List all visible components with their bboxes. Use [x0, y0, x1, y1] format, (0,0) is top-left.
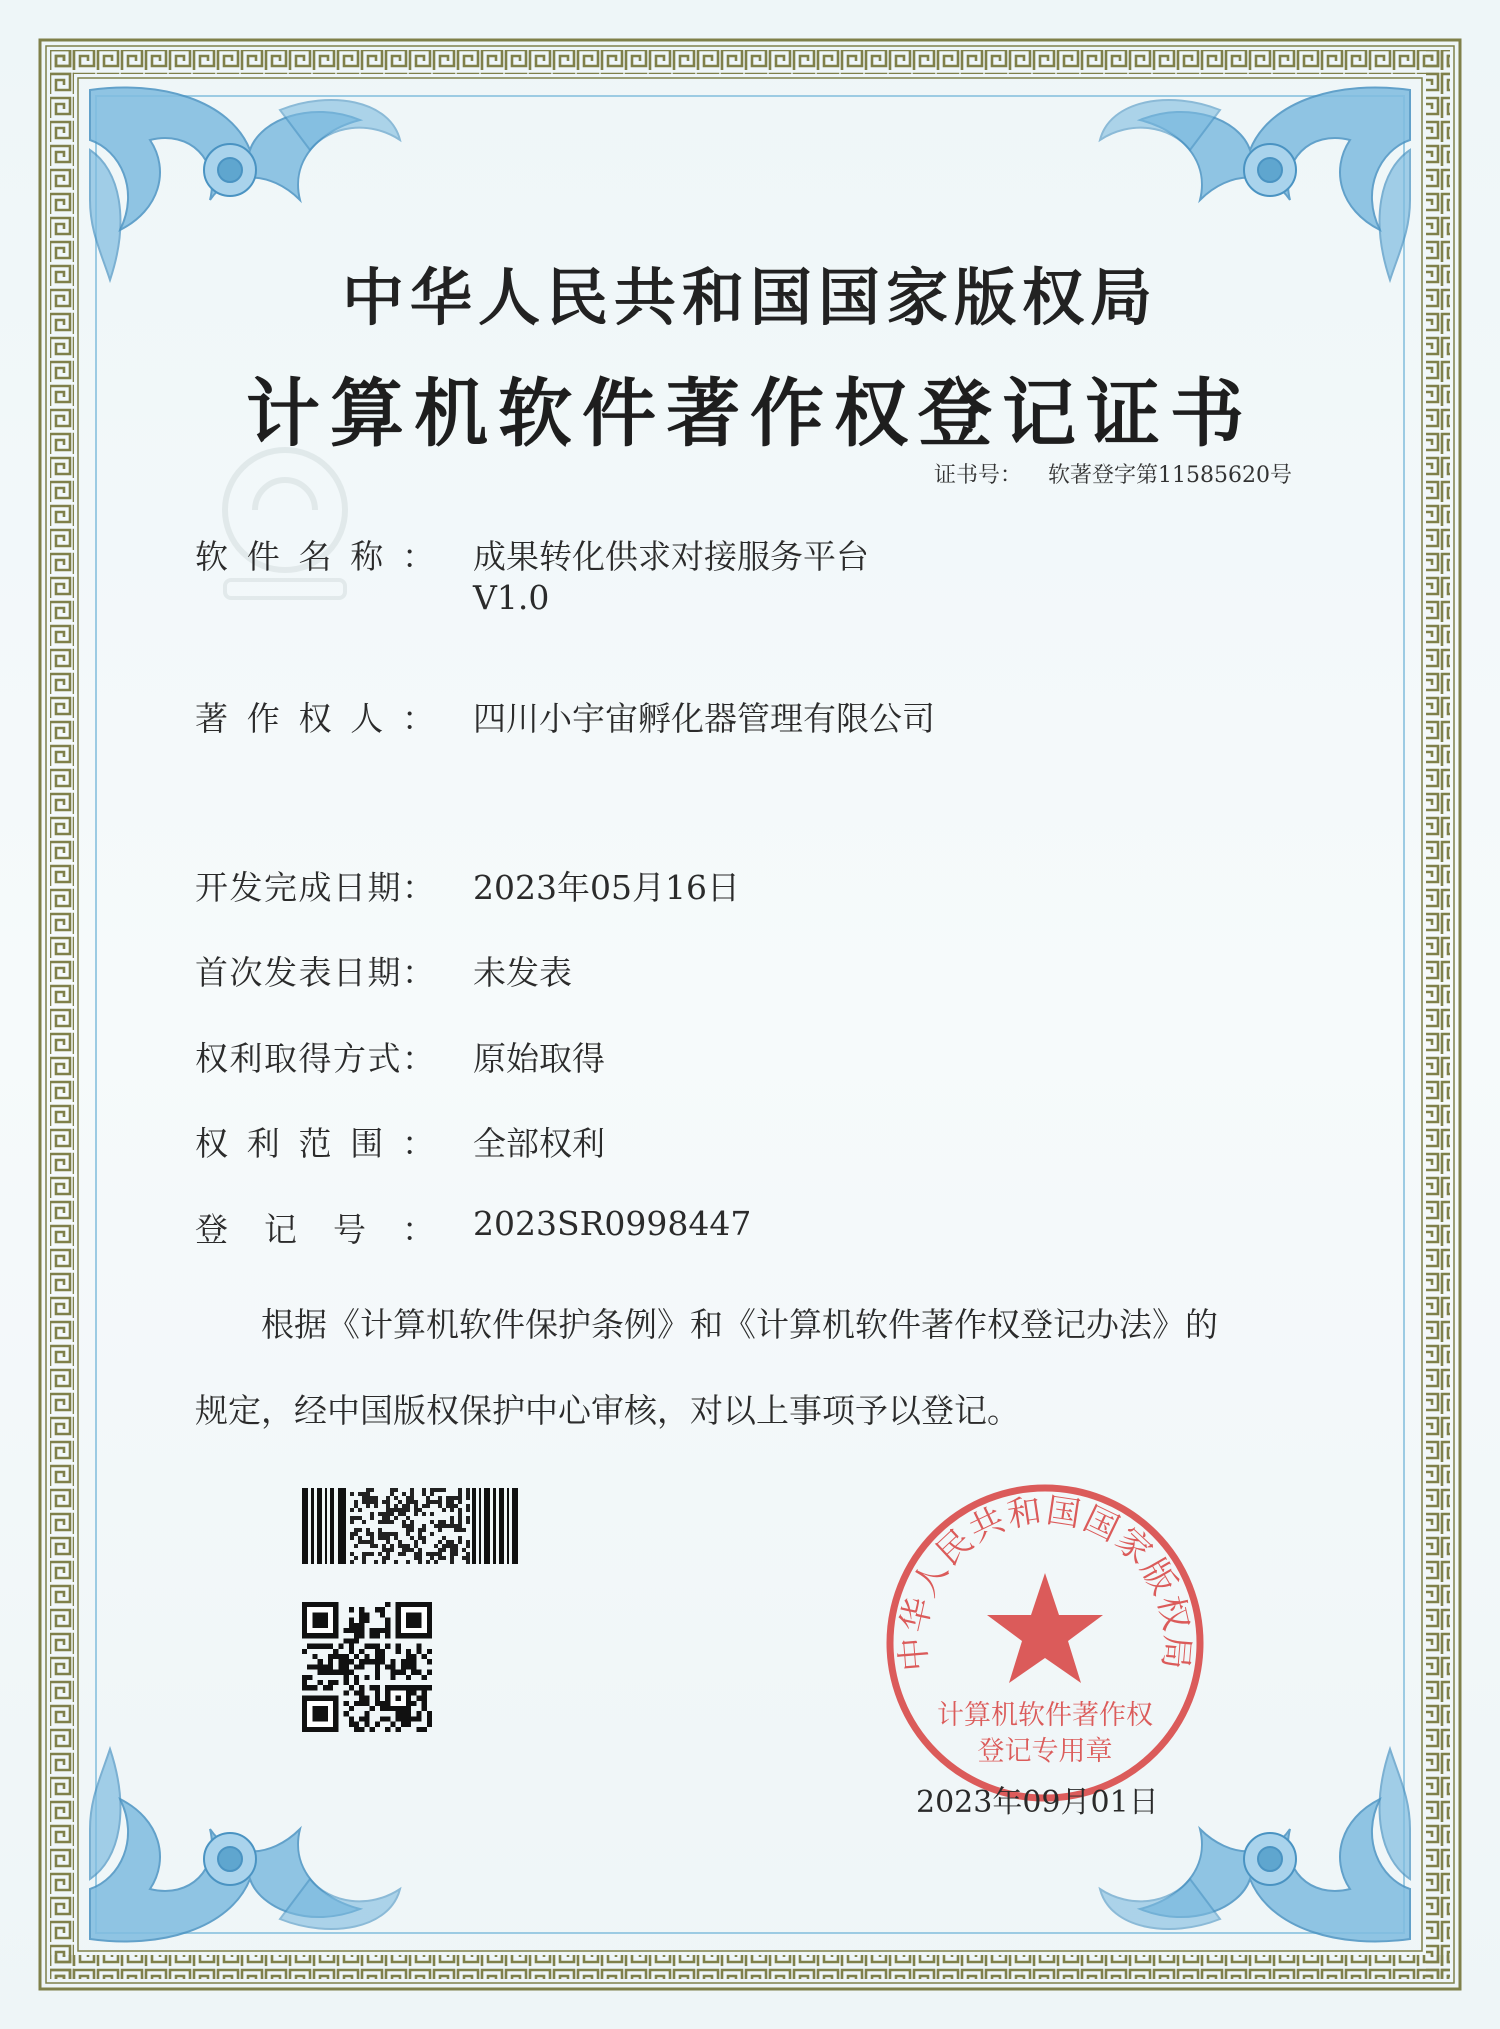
- statement-line-2: 规定，经中国版权保护中心审核，对以上事项予以登记。: [195, 1391, 1020, 1430]
- copyright-owner-label: 著 作 权 人 ：: [195, 699, 435, 738]
- first-publish-date-value: 未发表: [473, 953, 572, 992]
- software-name-value: [473, 531, 869, 617]
- copyright-owner-value: 四川小宇宙孵化器管理有限公司: [473, 699, 935, 738]
- seal-inner-line-1: 计算机软件著作权: [937, 1700, 1153, 1731]
- statement-line-1: [195, 1282, 1335, 1368]
- rights-scope-label: 权 利 范 围 ：: [195, 1124, 435, 1163]
- certificate-title: 计算机软件著作权登记证书: [246, 371, 1254, 457]
- emboss-watermark-icon: [205, 440, 365, 610]
- issuing-authority-title: 中华人民共和国国家版权局: [341, 261, 1158, 334]
- official-seal: [880, 1478, 1210, 1808]
- rights-acquisition-label: 权 利 取 得 方 式 ：: [195, 1039, 435, 1078]
- rights-acquisition-value: 原始取得: [473, 1039, 605, 1078]
- registration-no-value: 2023SR0998447: [473, 1204, 752, 1243]
- registration-no-label: 登 记 号 ：: [195, 1210, 435, 1249]
- statement-line-1-text: 根据《计算机软件保护条例》和《计算机软件著作权登记办法》的: [261, 1305, 1218, 1344]
- statement-paragraph: [195, 1282, 1335, 1454]
- seal-outer-text: 中华人民共和国国家版权局: [893, 1490, 1197, 1673]
- dev-completion-date-label: 开 发 完 成 日 期 ：: [195, 868, 435, 907]
- software-name-label: 软 件 名 称 ：: [195, 537, 435, 576]
- seal-star-icon: [987, 1573, 1103, 1683]
- first-publish-date-label: 首 次 发 表 日 期 ：: [195, 953, 435, 992]
- cert-no-label: 证书号：: [934, 463, 1023, 488]
- seal-inner-line-2: 登记专用章: [977, 1736, 1113, 1767]
- software-name-line1: 成果转化供求对接服务平台: [473, 537, 869, 576]
- dev-completion-date-value: 2023年05月16日: [473, 868, 740, 907]
- issue-date: 2023年09月01日: [916, 1785, 1159, 1820]
- software-name-version: V1.0: [473, 578, 550, 617]
- barcode-icon: [302, 1488, 518, 1564]
- cert-no-value: 软著登字第11585620号: [1048, 463, 1292, 488]
- certificate-number: [934, 458, 1292, 489]
- qr-code-icon: [302, 1602, 432, 1732]
- rights-scope-value: 全部权利: [473, 1124, 605, 1163]
